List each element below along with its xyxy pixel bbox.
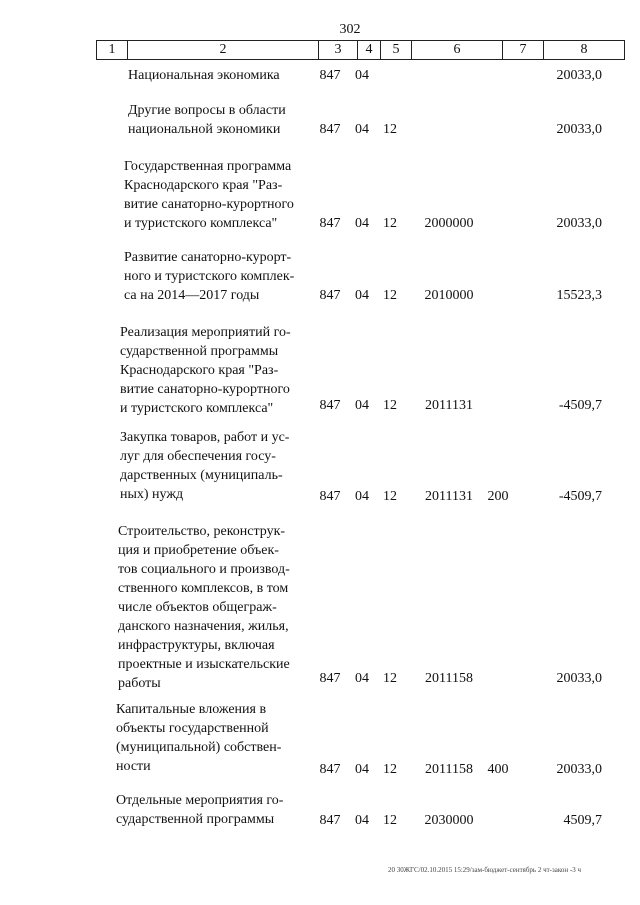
row-section: 04 bbox=[355, 489, 369, 504]
description-line: (муниципальной) собствен- bbox=[116, 740, 282, 755]
row-subsection: 12 bbox=[383, 489, 397, 504]
row-code: 847 bbox=[319, 489, 341, 504]
column-header-1: 1 bbox=[97, 41, 128, 60]
description-line: Развитие санаторно-курорт- bbox=[124, 250, 292, 265]
row-description bbox=[124, 248, 312, 305]
row-expense-type: 400 bbox=[487, 762, 509, 777]
row-code: 847 bbox=[319, 398, 341, 413]
row-description bbox=[116, 791, 306, 829]
description-line: инфраструктуры, включая bbox=[118, 638, 275, 653]
row-description bbox=[116, 700, 306, 776]
column-header-3: 3 bbox=[319, 41, 358, 60]
description-line: Отдельные мероприятия го- bbox=[116, 793, 284, 808]
row-target-article: 2010000 bbox=[424, 288, 474, 303]
row-section: 04 bbox=[355, 68, 369, 83]
row-code: 847 bbox=[319, 68, 341, 83]
description-line: ных) нужд bbox=[120, 487, 184, 502]
description-line: Капитальные вложения в bbox=[116, 702, 267, 717]
description-line: дарственных (муниципаль- bbox=[120, 468, 283, 483]
row-amount: 20033,0 bbox=[556, 122, 602, 137]
row-subsection: 12 bbox=[383, 288, 397, 303]
description-line: витие санаторно-курортного bbox=[124, 197, 294, 212]
description-line: са на 2014—2017 годы bbox=[124, 288, 260, 303]
row-target-article: 2011131 bbox=[425, 398, 473, 413]
row-subsection: 12 bbox=[383, 398, 397, 413]
row-target-article: 2011158 bbox=[425, 762, 473, 777]
footer-stamp: 20 30ЖГС/02.10.2015 15:29/зам-бюджет-сентябрь 2 чт-закон -3 ч bbox=[388, 866, 582, 874]
row-amount: 20033,0 bbox=[556, 762, 602, 777]
description-line: ного и туристского комплек- bbox=[124, 269, 295, 284]
description-line: Краснодарского края "Раз- bbox=[120, 363, 279, 378]
column-header-7: 7 bbox=[503, 41, 544, 60]
description-line: проектные и изыскательские bbox=[118, 657, 290, 672]
row-subsection: 12 bbox=[383, 122, 397, 137]
description-line: Национальная экономика bbox=[128, 68, 280, 83]
description-line: луг для обеспечения госу- bbox=[120, 449, 276, 464]
description-line: ственного комплексов, в том bbox=[118, 581, 289, 596]
description-line: сударственной программы bbox=[116, 812, 275, 827]
description-line: Краснодарского края "Раз- bbox=[124, 178, 283, 193]
row-code: 847 bbox=[319, 216, 341, 231]
row-section: 04 bbox=[355, 813, 369, 828]
row-section: 04 bbox=[355, 762, 369, 777]
row-description bbox=[118, 522, 308, 693]
row-amount: 20033,0 bbox=[556, 671, 602, 686]
row-section: 04 bbox=[355, 671, 369, 686]
row-amount: 4509,7 bbox=[563, 813, 602, 828]
row-section: 04 bbox=[355, 216, 369, 231]
row-description bbox=[128, 101, 316, 139]
description-line: Реализация мероприятий го- bbox=[120, 325, 291, 340]
description-line: сударственной программы bbox=[120, 344, 279, 359]
description-line: данского назначения, жилья, bbox=[118, 619, 289, 634]
description-line: Другие вопросы в области bbox=[128, 103, 286, 118]
row-description bbox=[128, 66, 316, 85]
row-target-article: 2030000 bbox=[424, 813, 474, 828]
description-line: Строительство, реконструк- bbox=[118, 524, 286, 539]
row-target-article: 2011131 bbox=[425, 489, 473, 504]
row-description bbox=[124, 157, 312, 233]
description-line: объекты государственной bbox=[116, 721, 269, 736]
column-header-6: 6 bbox=[412, 41, 503, 60]
row-section: 04 bbox=[355, 398, 369, 413]
row-description bbox=[120, 323, 312, 418]
description-line: работы bbox=[118, 676, 161, 691]
column-header-5: 5 bbox=[381, 41, 412, 60]
row-amount: 20033,0 bbox=[556, 68, 602, 83]
column-header-2: 2 bbox=[128, 41, 319, 60]
row-target-article: 2011158 bbox=[425, 671, 473, 686]
description-line: тов социального и производ- bbox=[118, 562, 290, 577]
row-code: 847 bbox=[319, 762, 341, 777]
description-line: Закупка товаров, работ и ус- bbox=[120, 430, 290, 445]
description-line: числе объектов общеграж- bbox=[118, 600, 277, 615]
column-header-4: 4 bbox=[358, 41, 381, 60]
row-expense-type: 200 bbox=[487, 489, 509, 504]
row-target-article: 2000000 bbox=[424, 216, 474, 231]
column-header-table bbox=[96, 40, 625, 60]
row-amount: -4509,7 bbox=[558, 398, 602, 413]
description-line: и туристского комплекса" bbox=[120, 401, 274, 416]
row-section: 04 bbox=[355, 122, 369, 137]
column-header-8: 8 bbox=[544, 41, 625, 60]
row-description bbox=[120, 428, 312, 504]
row-amount: -4509,7 bbox=[558, 489, 602, 504]
row-code: 847 bbox=[319, 288, 341, 303]
row-code: 847 bbox=[319, 813, 341, 828]
description-line: витие санаторно-курортного bbox=[120, 382, 290, 397]
description-line: ция и приобретение объек- bbox=[118, 543, 279, 558]
row-subsection: 12 bbox=[383, 671, 397, 686]
description-line: и туристского комплекса" bbox=[124, 216, 278, 231]
description-line: ности bbox=[116, 759, 151, 774]
page-number: 302 bbox=[339, 22, 361, 37]
description-line: национальной экономики bbox=[128, 122, 281, 137]
row-code: 847 bbox=[319, 122, 341, 137]
description-line: Государственная программа bbox=[124, 159, 292, 174]
row-amount: 20033,0 bbox=[556, 216, 602, 231]
row-subsection: 12 bbox=[383, 813, 397, 828]
row-subsection: 12 bbox=[383, 216, 397, 231]
row-amount: 15523,3 bbox=[556, 288, 602, 303]
row-subsection: 12 bbox=[383, 762, 397, 777]
row-code: 847 bbox=[319, 671, 341, 686]
row-section: 04 bbox=[355, 288, 369, 303]
